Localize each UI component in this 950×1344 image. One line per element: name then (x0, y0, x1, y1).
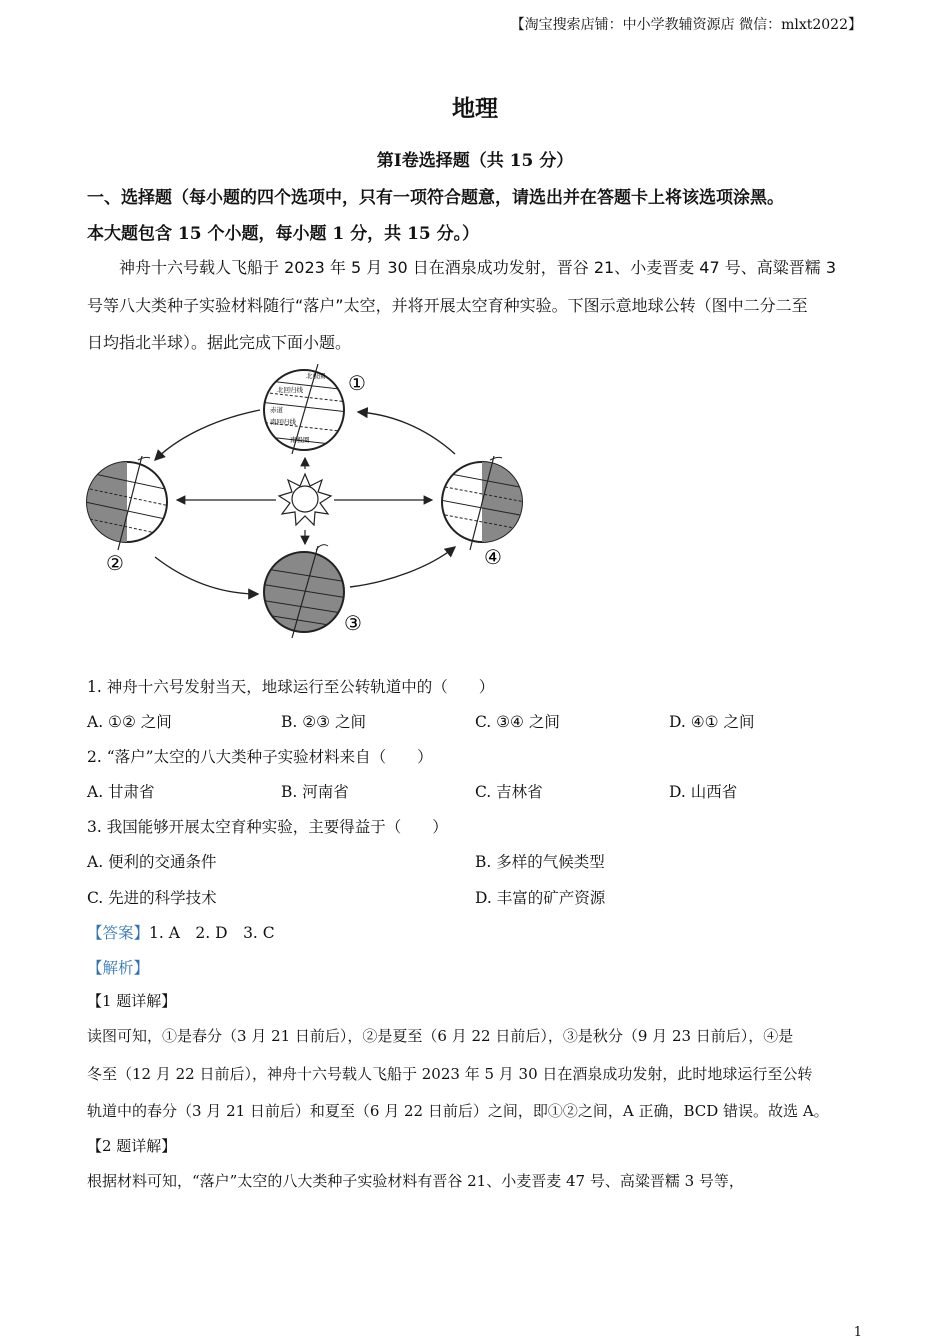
section-instruction-1: 一、选择题（每小题的四个选项中，只有一项符合题意，请选出并在答题卡上将该选项涂黑。 (87, 188, 784, 208)
question-1-stem: 1. 神舟十六号发射当天，地球运行至公转轨道中的（ ） (87, 678, 495, 696)
detail-1-line-3: 轨道中的春分（3 月 21 日前后）和夏至（6 月 22 日前后）之间，即①②之间，A 正确，BCD 错误。故选 A。 (87, 1102, 829, 1120)
page-title: 地理 (452, 95, 498, 122)
answer-label: 【答案】 (87, 924, 150, 942)
detail-2-label: 【2 题详解】 (87, 1137, 177, 1155)
q1-option-b[interactable]: B. ②③ 之间 (281, 713, 366, 731)
stem-line-3: 日均指北半球）。据此完成下面小题。 (87, 333, 352, 352)
answer-text: 1. A 2. D 3. C (149, 924, 275, 942)
stem-line-2: 号等八大类种子实验材料随行“落户”太空，并将开展太空育种实验。下图示意地球公转（图中二分二至 (87, 296, 808, 315)
svg-text:南极圈: 南极圈 (290, 436, 310, 444)
earth-revolution-diagram (80, 362, 540, 642)
mark-2: ② (106, 551, 124, 575)
detail-1-line-2: 冬至（12 月 22 日前后），神舟十六号载人飞船于 2023 年 5 月 30 日在酒泉成功发射，此时地球运行至公转 (87, 1065, 813, 1083)
section-subtitle: 第Ⅰ卷选择题（共 15 分） (376, 151, 574, 171)
q1-option-d[interactable]: D. ④① 之间 (669, 713, 755, 731)
svg-text:北回归线: 北回归线 (277, 386, 303, 394)
mark-3: ③ (344, 611, 362, 635)
q3-option-a[interactable]: A. 便利的交通条件 (87, 853, 217, 871)
sun-icon (279, 474, 331, 525)
header-note: 【淘宝搜索店铺：中小学教辅资源店 微信：mlxt2022】 (510, 17, 862, 33)
stem-line-1: 神舟十六号载人飞船于 2023 年 5 月 30 日在酒泉成功发射，晋谷 21、小麦晋麦 47 号、高粱晋糯 3 (119, 258, 837, 277)
svg-text:南回归线: 南回归线 (270, 418, 296, 426)
section-instruction-2: 本大题包含 15 个小题，每小题 1 分，共 15 分。） (87, 224, 480, 244)
answer-line (87, 921, 275, 943)
q3-option-b[interactable]: B. 多样的气候类型 (475, 853, 605, 871)
globe-1 (260, 364, 348, 454)
detail-2-line-1: 根据材料可知，“落户”太空的八大类种子实验材料有晋谷 21、小麦晋麦 47 号、高粱晋糯 3 号等， (87, 1172, 744, 1190)
q1-option-c[interactable]: C. ③④ 之间 (475, 713, 560, 731)
question-3-stem: 3. 我国能够开展太空育种实验，主要得益于（ ） (87, 818, 448, 836)
q2-option-d[interactable]: D. 山西省 (669, 783, 738, 801)
detail-1-line-1: 读图可知，①是春分（3 月 21 日前后），②是夏至（6 月 22 日前后），③是秋分（9 月 23 日前后），④是 (87, 1027, 794, 1045)
globe-2 (85, 456, 170, 550)
svg-text:北极圈: 北极圈 (306, 372, 326, 380)
q3-option-d[interactable]: D. 丰富的矿产资源 (475, 889, 606, 907)
q2-option-a[interactable]: A. 甘肃省 (87, 783, 155, 801)
page-number: 1 (853, 1325, 862, 1340)
question-2-stem: 2. “落户”太空的八大类种子实验材料来自（ ） (87, 748, 433, 766)
q2-option-b[interactable]: B. 河南省 (281, 783, 349, 801)
analysis-label: 【解析】 (87, 959, 150, 977)
q3-option-c[interactable]: C. 先进的科学技术 (87, 889, 217, 907)
svg-text:赤道: 赤道 (270, 406, 283, 414)
q1-option-a[interactable]: A. ①② 之间 (87, 713, 172, 731)
globe-3 (260, 545, 348, 638)
globe-4 (440, 456, 525, 550)
q2-option-c[interactable]: C. 吉林省 (475, 783, 543, 801)
mark-4: ④ (484, 545, 502, 569)
detail-1-label: 【1 题详解】 (87, 992, 177, 1010)
mark-1: ① (348, 371, 366, 395)
